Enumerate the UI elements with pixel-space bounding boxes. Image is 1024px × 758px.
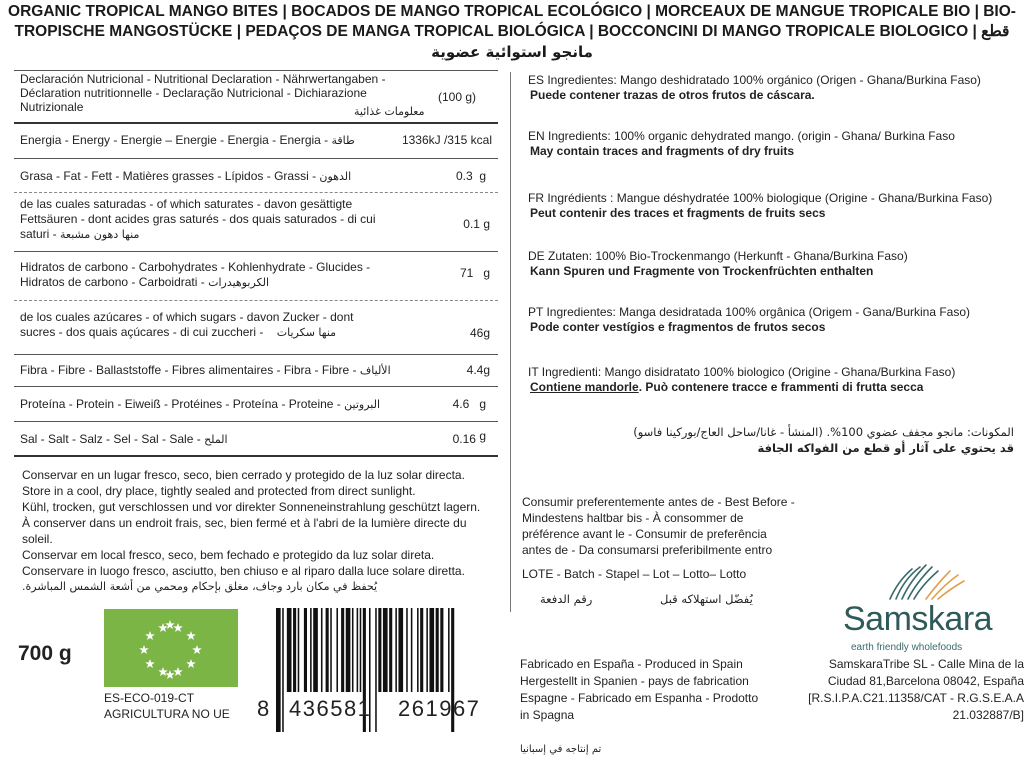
storage-instructions: Conservar en un lugar fresco, seco, bien cerrado y protegido de la luz solar directa. Store in a cool, dry place, tightly sealed and protected from direct sunlight. Kühl, trocken, gut verschlossen und vor direkter Sonneneinstrahlung geschützt lagern. À conserver dans un endroit frais, sec, bien fermé et à l'abri de la lumière directe du soleil. Conservar em local fresco, seco, bem fechado e protegido da luz solar direta. Conservare in luogo fresco, asciutto, ben chiuso e al riparo dalla luce solare diretta. يُحفظ في مكان بارد وجاف، مغلق بإحكام ومحمي من أشعة الشمس المباشرة.: [22, 468, 481, 593]
fat-value: 0.3: [455, 169, 473, 183]
barcode-bar: [429, 608, 434, 692]
title-line-2: TROPISCHE MANGOSTÜCKE | PEDAÇOS DE MANGA TROPICAL BIOLÓGICA | BOCCONCINI DI MANGO TROPICALE BIOLOGICO | قطع: [14, 23, 1010, 40]
barcode-bar: [346, 608, 351, 692]
nutrition-heading-arabic: معلومات غذائية: [354, 105, 425, 118]
barcode-bar: [326, 608, 329, 692]
carbs-value: 71: [459, 266, 474, 280]
saturates-value: 0.1 g: [463, 217, 490, 231]
ingredients-pt: PT Ingredientes: Manga desidratada 100% orgânica (Origem - Gana/Burkina Faso) Pode conter vestígios e fragmentos de frutos secos: [528, 305, 971, 334]
column-divider: [510, 72, 511, 612]
nutrition-divider: [14, 122, 498, 124]
eu-organic-leaf-icon: [104, 609, 238, 687]
barcode-bar: [420, 608, 423, 692]
barcode-bar: [375, 608, 377, 732]
ingredients-it: IT Ingredienti: Mango disidratato 100% biologico (Origine - Ghana/Burkina Faso) Contiene mandorle. Può contenere tracce e frammenti di frutta secca: [528, 365, 956, 394]
barcode-bar: [287, 608, 292, 692]
barcode-bar: [440, 608, 443, 692]
fern-logo-icon: [880, 561, 970, 601]
salt-value: 0.16: [452, 432, 476, 446]
cert-code: ES-ECO-019-CT: [104, 691, 195, 705]
ingredients-ar: المكونات: مانجو مجفف عضوي 100%. (المنشأ - غانا/ساحل العاج/بوركينا فاسو) قد يحتوي على آثار أو قطع من الفواكه الجافة: [633, 425, 1014, 455]
product-title: [6, 2, 1018, 62]
barcode-bar: [406, 608, 408, 692]
barcode-bar: [293, 608, 296, 692]
barcode-bar: [304, 608, 307, 692]
eu-organic-leaf-logo: [104, 609, 238, 687]
ingredients-es: ES Ingredientes: Mango deshidratado 100% orgánico (Origen - Ghana/Burkina Faso) Puede contener trazas de otros frutos de cáscara.: [528, 73, 981, 102]
barcode-bar: [448, 608, 450, 692]
samskara-logo: [880, 561, 970, 601]
cert-origin: AGRICULTURA NO UE: [104, 707, 230, 721]
nutrition-heading: Declaración Nutricional - Nutritional Declaration - Nährwertangaben - Déclaration nutritionnelle - Declaração Nutricional - Dichiarazione Nutrizionale معلومات غذائية (100 g): [20, 72, 476, 118]
barcode-bar: [389, 608, 392, 692]
barcode-bar: [357, 608, 359, 692]
lot-label: LOTE - Batch - Stapel – Lot – Lotto– Lotto: [522, 567, 747, 581]
barcode-bar: [313, 608, 318, 692]
barcode-bar: [395, 608, 397, 692]
barcode-bar: [436, 608, 439, 692]
barcode-bar: [398, 608, 403, 692]
sugars-value: 46g: [469, 326, 490, 340]
barcode-bar: [276, 608, 281, 732]
net-weight: 700 g: [18, 642, 72, 665]
best-before-arabic: يُفضّل استهلاكه قبل: [660, 592, 753, 606]
barcode-bar: [321, 608, 323, 692]
barcode-group-2: 261967: [398, 696, 481, 721]
barcode-bar: [378, 608, 381, 692]
barcode-bar: [383, 608, 388, 692]
ingredients-de: DE Zutaten: 100% Bio-Trockenmango (Herkunft - Ghana/Burkina Faso) Kann Spuren und Fragmente von Trockenfrüchten enthalten: [528, 249, 908, 278]
ingredients-fr: FR Ingrédients : Mangue déshydratée 100% biologique (Origine - Ghana/Burkina Faso) Peut contenir des traces et fragments de fruits secs: [528, 191, 993, 220]
lot-label-arabic: رقم الدفعة: [540, 592, 593, 606]
barcode-bar: [330, 608, 332, 692]
barcode-bar: [417, 608, 419, 692]
organic-certification: [104, 690, 230, 722]
made-in-spain: Fabricado en España - Produced in Spain Hergestellt in Spanien - pays de fabrication Espagne - Fabricado em Espanha - Prodotto in Spagna تم إنتاجه في إسبانيا: [520, 657, 759, 755]
title-line-3-arabic: مانجو استوائية عضوية: [431, 43, 593, 61]
barcode-bar: [426, 608, 428, 692]
best-before: Consumir preferentemente antes de - Best Before - Mindestens haltbar bis - À consommer de préférence avant le - Consumir de preferência antes de - Da consumarsi preferibilmente entro: [522, 495, 795, 557]
per-100g: (100 g): [437, 90, 476, 104]
barcode-bar: [336, 608, 338, 692]
barcode-bar: [298, 608, 300, 692]
barcode-group-1: 436581: [289, 696, 372, 721]
barcode-bar: [411, 608, 413, 692]
barcode-bar: [360, 608, 362, 692]
barcode-bar: [341, 608, 344, 692]
ingredients-en: EN Ingredients: 100% organic dehydrated mango. (origin - Ghana/ Burkina Faso May contain traces and fragments of dry fruits: [528, 129, 955, 158]
barcode-bar: [352, 608, 354, 692]
barcode-digit-first: 8: [257, 696, 271, 721]
barcode-bar: [310, 608, 312, 692]
company-address: SamskaraTribe SL - Calle Mina de la Ciudad 81,Barcelona 08042, España [R.S.I.P.A.C21.11358/CAT - R.G.S.E.A.A 21.032887/B]: [808, 657, 1024, 722]
brand-tagline: earth friendly wholefoods: [851, 642, 963, 653]
energy-value: 1336kJ /315 kcal: [401, 133, 492, 147]
barcode-bar: [282, 608, 284, 732]
fibre-value: 4.4g: [466, 363, 490, 377]
brand-name: Samskara: [843, 600, 993, 638]
title-line-1: ORGANIC TROPICAL MANGO BITES | BOCADOS DE MANGO TROPICAL ECOLÓGICO | MORCEAUX DE MANGUE TROPICALE BIO | BIO-: [8, 3, 1016, 20]
nutrition-top-border: [14, 70, 498, 71]
protein-value: 4.6: [452, 397, 470, 411]
